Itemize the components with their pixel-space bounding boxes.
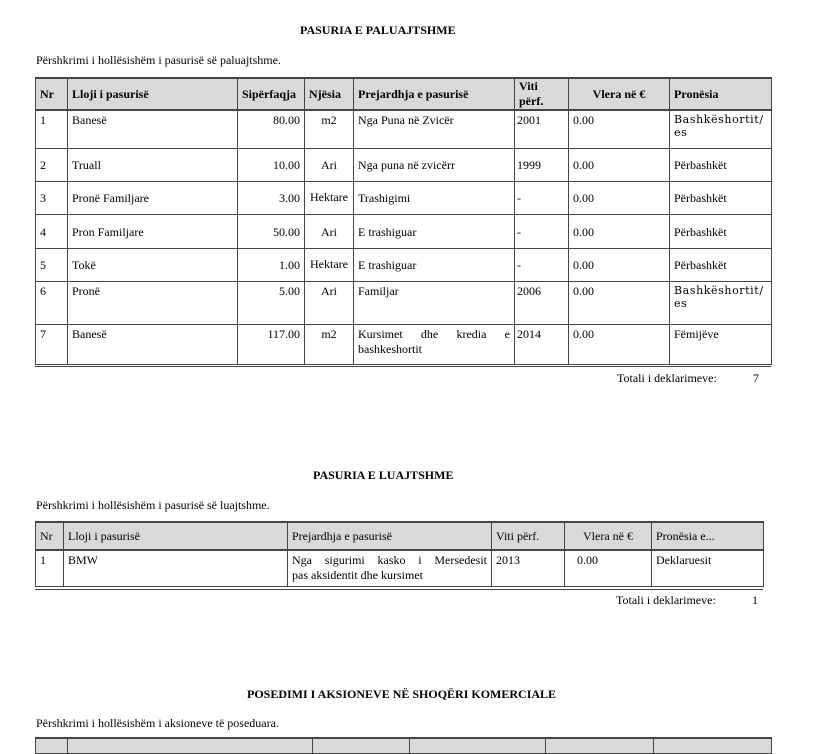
table-row	[36, 550, 764, 586]
cell-value: 0.00	[569, 110, 670, 148]
table-header-row	[36, 738, 772, 754]
table-header-row	[36, 522, 764, 550]
cell-type: Truall	[68, 148, 238, 181]
cell-nr: 1	[36, 550, 64, 586]
cell-origin	[354, 324, 515, 364]
cell-type: Pronë Familjare	[68, 181, 238, 214]
cell-unit: Hektare	[305, 248, 354, 281]
col-header: Sipërfaqja	[238, 78, 305, 110]
cell-nr: 6	[36, 281, 68, 324]
cell-value: 0.00	[569, 324, 670, 364]
cell-value: 0.00	[569, 181, 670, 214]
movable-title: PASURIA E LUAJTSHME	[313, 468, 454, 482]
col-header: Vlera në €	[565, 522, 652, 550]
table-row	[36, 110, 772, 148]
cell-value: 0.00	[569, 248, 670, 281]
cell-origin: Nga puna në zvicërr	[354, 148, 515, 181]
col-header	[546, 738, 654, 754]
origin-line: bashkeshortit	[358, 341, 422, 356]
col-header: Lloji i pasurisë	[68, 78, 238, 110]
immovable-total-label: Totali i deklarimeve:	[617, 371, 717, 385]
col-header: Nr	[36, 522, 64, 550]
table-row	[36, 324, 772, 364]
movable-total-value: 1	[752, 593, 758, 607]
cell-area: 80.00	[238, 110, 305, 148]
page-corner	[801, 0, 815, 8]
cell-unit: Ari	[305, 214, 354, 248]
cell-year: 2013	[492, 550, 565, 586]
cell-year: -	[515, 214, 569, 248]
table-bottom-rule	[35, 366, 771, 367]
col-header	[36, 738, 68, 754]
cell-unit: m2	[305, 110, 354, 148]
cell-year: -	[515, 248, 569, 281]
cell-value: 0.00	[565, 550, 652, 586]
col-header: Lloji i pasurisë	[64, 522, 288, 550]
cell-nr: 7	[36, 324, 68, 364]
cell-value: 0.00	[569, 214, 670, 248]
cell-value: 0.00	[569, 148, 670, 181]
shares-title: POSEDIMI I AKSIONEVE NË SHOQËRI KOMERCIALE	[247, 687, 557, 701]
cell-ownership: Përbashkët	[670, 181, 772, 214]
table-row	[36, 281, 772, 324]
cell-ownership: Deklaruesit	[652, 550, 764, 586]
cell-ownership: Përbashkët	[670, 248, 772, 281]
cell-type: Banesë	[68, 110, 238, 148]
cell-ownership: Përbashkët	[670, 214, 772, 248]
cell-area: 50.00	[238, 214, 305, 248]
cell-year: 2014	[515, 324, 569, 364]
shares-table	[35, 737, 772, 754]
cell-value: 0.00	[569, 281, 670, 324]
col-header: Nr	[36, 78, 68, 110]
movable-table	[35, 521, 764, 587]
cell-unit: Ari	[305, 148, 354, 181]
cell-ownership: Bashkëshortit/es	[670, 281, 772, 324]
cell-year: 2001	[515, 110, 569, 148]
cell-unit: Ari	[305, 281, 354, 324]
table-row	[36, 248, 772, 281]
cell-type: Banesë	[68, 324, 238, 364]
cell-ownership: Bashkëshortit/es	[670, 110, 772, 148]
immovable-description: Përshkrimi i hollësishëm i pasurisë së paluajtshme.	[36, 53, 281, 67]
cell-year: 2006	[515, 281, 569, 324]
cell-type: Pron Familjare	[68, 214, 238, 248]
cell-origin	[288, 550, 492, 586]
cell-origin: Trashigimi	[354, 181, 515, 214]
cell-nr: 3	[36, 181, 68, 214]
col-header: Pronësia e...	[652, 522, 764, 550]
movable-total-label: Totali i deklarimeve:	[616, 593, 716, 607]
cell-origin: Familjar	[354, 281, 515, 324]
origin-line: Kursimet dhe kredia e	[358, 326, 510, 341]
immovable-total-value: 7	[753, 371, 759, 385]
cell-area: 3.00	[238, 181, 305, 214]
col-header	[68, 738, 313, 754]
cell-area: 117.00	[238, 324, 305, 364]
cell-type: BMW	[64, 550, 288, 586]
col-header: Njësia	[305, 78, 354, 110]
cell-unit: Hektare	[305, 181, 354, 214]
cell-year: 1999	[515, 148, 569, 181]
table-bottom-rule	[35, 589, 763, 590]
cell-area: 1.00	[238, 248, 305, 281]
col-header: Vlera në €	[569, 78, 670, 110]
cell-origin: E trashiguar	[354, 248, 515, 281]
col-header: Viti përf.	[492, 522, 565, 550]
cell-type: Pronë	[68, 281, 238, 324]
cell-nr: 5	[36, 248, 68, 281]
cell-nr: 4	[36, 214, 68, 248]
shares-description: Përshkrimi i hollësishëm i aksioneve të poseduara.	[36, 716, 279, 730]
table-row	[36, 148, 772, 181]
col-header: Prejardhja e pasurisë	[354, 78, 515, 110]
movable-description: Përshkrimi i hollësishëm i pasurisë së luajtshme.	[36, 498, 270, 512]
cell-origin: E trashiguar	[354, 214, 515, 248]
cell-area: 5.00	[238, 281, 305, 324]
origin-line: Nga sigurimi kasko i Mersedesit	[292, 553, 487, 567]
table-row	[36, 214, 772, 248]
cell-ownership: Përbashkët	[670, 148, 772, 181]
cell-nr: 2	[36, 148, 68, 181]
cell-area: 10.00	[238, 148, 305, 181]
immovable-table	[35, 77, 772, 365]
col-header	[654, 738, 772, 754]
cell-nr: 1	[36, 110, 68, 148]
col-header: Viti përf.	[515, 78, 569, 110]
col-header: Prejardhja e pasurisë	[288, 522, 492, 550]
immovable-title: PASURIA E PALUAJTSHME	[300, 23, 456, 37]
table-row	[36, 181, 772, 214]
cell-unit: m2	[305, 324, 354, 364]
cell-origin: Nga Puna në Zvicër	[354, 110, 515, 148]
cell-ownership: Fëmijëve	[670, 324, 772, 364]
col-header	[410, 738, 546, 754]
cell-type: Tokë	[68, 248, 238, 281]
col-header: Pronësia	[670, 78, 772, 110]
table-header-row	[36, 78, 772, 110]
cell-year: -	[515, 181, 569, 214]
origin-line: pas aksidentit dhe kursimet	[292, 568, 423, 582]
col-header	[313, 738, 410, 754]
